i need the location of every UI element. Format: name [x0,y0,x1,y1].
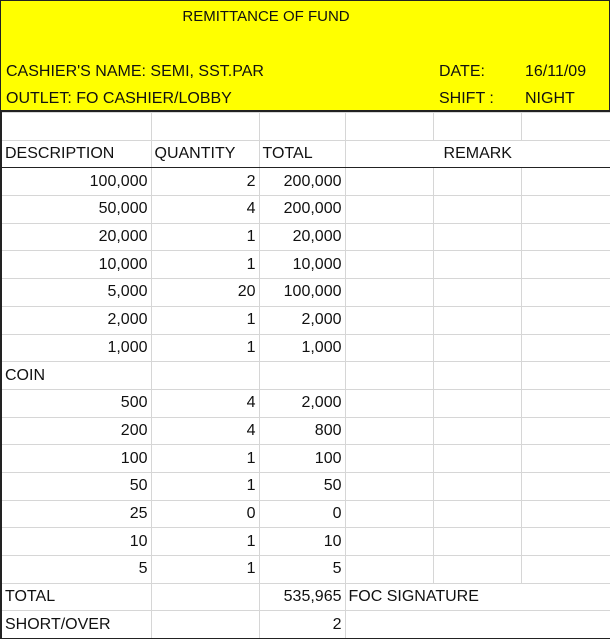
total-cell: 200,000 [259,168,345,196]
denomination: 50,000 [1,196,151,224]
remark-cell [521,417,610,445]
remark-cell [345,251,433,279]
shift-value: NIGHT [525,90,575,107]
quantity-cell: 1 [151,334,259,362]
coin-row [1,389,610,417]
remark-cell [345,500,433,528]
remark-cell [345,445,433,473]
col-total: TOTAL [259,140,345,168]
col-description: DESCRIPTION [1,140,151,168]
coin-row [1,445,610,473]
remark-cell [433,472,521,500]
col-remark: REMARK [345,140,610,168]
denomination: 5,000 [1,279,151,307]
remark-cell [345,389,433,417]
coin-row [1,500,610,528]
denomination: 100,000 [1,168,151,196]
total-label: TOTAL [1,583,151,611]
quantity-cell: 4 [151,389,259,417]
remark-cell [345,168,433,196]
total-cell: 100,000 [259,279,345,307]
remittance-table [0,112,610,639]
total-cell: 50 [259,472,345,500]
remark-cell [345,306,433,334]
remark-cell [345,472,433,500]
quantity-cell: 20 [151,279,259,307]
total-cell: 200,000 [259,196,345,224]
total-cell: 1,000 [259,334,345,362]
remark-cell [521,472,610,500]
denomination: 10 [1,528,151,556]
total-cell: 800 [259,417,345,445]
short-over-label: SHORT/OVER [1,611,151,639]
remark-cell [521,196,610,224]
denomination: 100 [1,445,151,473]
remark-cell [433,306,521,334]
date-value: 16/11/09 [525,63,587,80]
denomination: 1,000 [1,334,151,362]
remark-cell [433,196,521,224]
short-over-value: 2 [259,611,345,639]
signature-space [345,611,610,639]
date-label: DATE: [439,63,485,80]
coin-section-row [1,362,610,390]
remark-cell [521,389,610,417]
col-quantity: QUANTITY [151,140,259,168]
total-cell: 20,000 [259,223,345,251]
remark-cell [521,279,610,307]
grand-total: 535,965 [259,583,345,611]
total-row [1,583,610,611]
signature-label: FOC SIGNATURE [345,583,610,611]
quantity-cell: 1 [151,251,259,279]
remark-cell [345,528,433,556]
remark-cell [521,168,610,196]
denomination: 2,000 [1,306,151,334]
remark-cell [345,417,433,445]
coin-row [1,417,610,445]
denomination: 500 [1,389,151,417]
denomination: 200 [1,417,151,445]
denomination: 5 [1,556,151,584]
denomination: 10,000 [1,251,151,279]
cashier-name: CASHIER'S NAME: SEMI, SST.PAR [6,63,264,80]
blank-row [1,113,610,141]
remark-cell [433,168,521,196]
total-cell: 5 [259,556,345,584]
coin-row [1,472,610,500]
remark-cell [433,500,521,528]
remark-cell [521,334,610,362]
remark-cell [433,417,521,445]
note-row [1,251,610,279]
denomination: 25 [1,500,151,528]
remark-cell [521,528,610,556]
remark-cell [433,334,521,362]
quantity-cell: 4 [151,417,259,445]
note-row [1,168,610,196]
remark-cell [433,389,521,417]
quantity-cell: 1 [151,472,259,500]
remark-cell [521,445,610,473]
remark-cell [433,528,521,556]
quantity-cell: 2 [151,168,259,196]
quantity-cell: 1 [151,556,259,584]
note-row [1,279,610,307]
total-cell: 10 [259,528,345,556]
remark-cell [521,251,610,279]
remark-cell [433,279,521,307]
remark-cell [433,223,521,251]
header-block [0,0,610,112]
note-row [1,334,610,362]
remark-cell [521,223,610,251]
remark-cell [345,223,433,251]
quantity-cell: 4 [151,196,259,224]
note-row [1,306,610,334]
note-row [1,196,610,224]
sheet-title: REMITTANCE OF FUND [182,8,350,25]
denomination: 20,000 [1,223,151,251]
quantity-cell: 1 [151,306,259,334]
remark-cell [433,251,521,279]
total-cell: 100 [259,445,345,473]
quantity-cell: 0 [151,500,259,528]
remark-cell [521,306,610,334]
quantity-cell: 1 [151,223,259,251]
coin-label: COIN [1,362,151,390]
remark-cell [521,556,610,584]
column-header-row [1,140,610,168]
outlet: OUTLET: FO CASHIER/LOBBY [6,90,232,107]
shift-label: SHIFT : [439,90,494,107]
remark-cell [345,556,433,584]
quantity-cell: 1 [151,528,259,556]
short-over-row [1,611,610,639]
remark-cell [345,279,433,307]
total-cell: 2,000 [259,389,345,417]
remark-cell [433,445,521,473]
note-row [1,223,610,251]
total-cell: 0 [259,500,345,528]
total-cell: 10,000 [259,251,345,279]
remark-cell [345,196,433,224]
coin-row [1,528,610,556]
remark-cell [345,334,433,362]
denomination: 50 [1,472,151,500]
remark-cell [521,500,610,528]
remark-cell [433,556,521,584]
quantity-cell: 1 [151,445,259,473]
total-cell: 2,000 [259,306,345,334]
coin-row [1,556,610,584]
